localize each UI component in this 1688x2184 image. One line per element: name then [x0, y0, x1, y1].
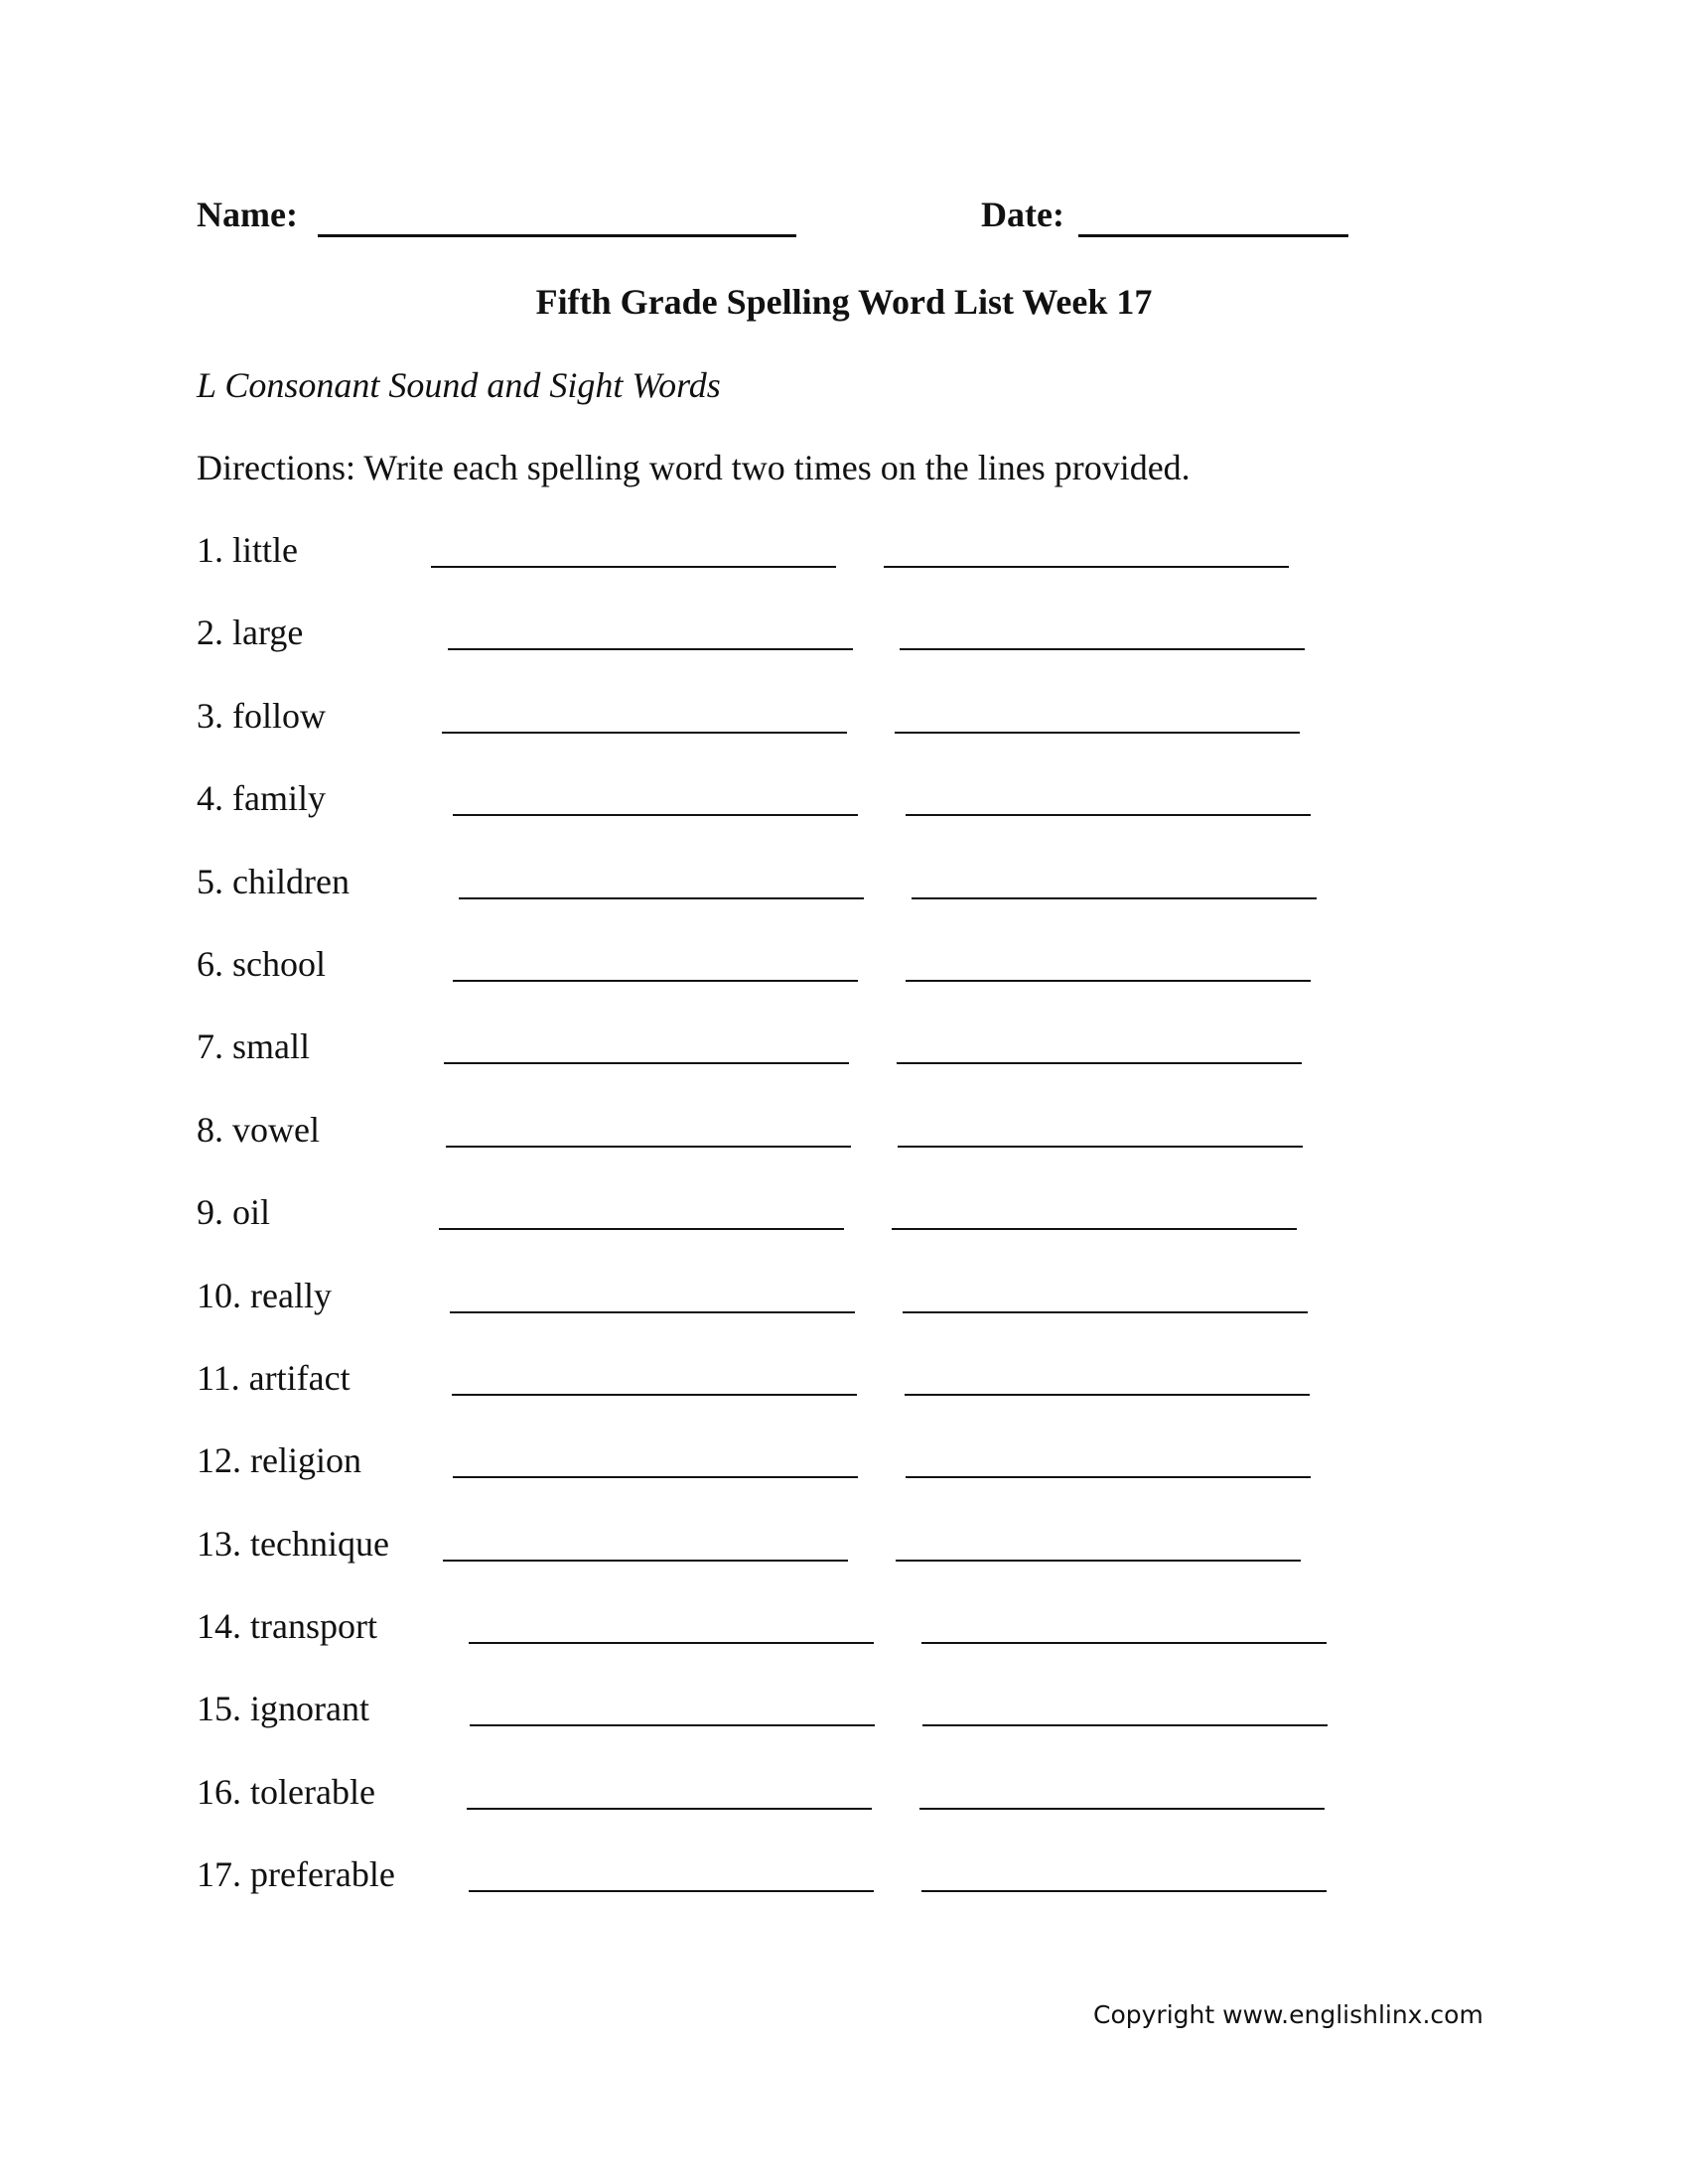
write-line-2[interactable] — [905, 1394, 1310, 1396]
date-label: Date: — [981, 195, 1064, 234]
word-row — [197, 1604, 1388, 1687]
write-line-2[interactable] — [919, 1808, 1325, 1810]
write-line-1[interactable] — [448, 648, 853, 650]
write-line-1[interactable] — [431, 566, 836, 568]
name-line[interactable] — [318, 234, 796, 237]
word-row — [197, 1108, 1388, 1190]
word-label: 3. follow — [197, 695, 326, 736]
write-line-2[interactable] — [884, 566, 1289, 568]
name-label: Name: — [197, 195, 298, 234]
write-line-1[interactable] — [446, 1146, 851, 1148]
word-row — [197, 1770, 1388, 1852]
word-row — [197, 1852, 1388, 1935]
write-line-2[interactable] — [912, 897, 1317, 899]
directions: Directions: Write each spelling word two times on the lines provided. — [197, 448, 1191, 487]
word-row — [197, 528, 1388, 611]
write-line-2[interactable] — [898, 1146, 1303, 1148]
write-line-2[interactable] — [903, 1311, 1308, 1313]
write-line-1[interactable] — [453, 980, 858, 982]
page-title: Fifth Grade Spelling Word List Week 17 — [535, 282, 1153, 322]
word-row — [197, 1024, 1388, 1107]
write-line-2[interactable] — [895, 732, 1300, 734]
word-row — [197, 1190, 1388, 1273]
write-line-2[interactable] — [921, 1890, 1327, 1892]
header-row — [197, 195, 1348, 244]
word-row — [197, 1687, 1388, 1769]
word-label: 7. small — [197, 1026, 310, 1067]
word-list — [197, 528, 1388, 1936]
write-line-2[interactable] — [906, 980, 1311, 982]
word-label: 10. really — [197, 1275, 332, 1315]
write-line-1[interactable] — [443, 1560, 848, 1562]
write-line-2[interactable] — [922, 1724, 1328, 1726]
word-row — [197, 860, 1388, 942]
word-label: 12. religion — [197, 1440, 361, 1481]
write-line-1[interactable] — [470, 1724, 875, 1726]
word-row — [197, 611, 1388, 693]
write-line-1[interactable] — [444, 1062, 849, 1064]
word-label: 16. tolerable — [197, 1771, 375, 1812]
word-label: 2. large — [197, 613, 304, 653]
word-row — [197, 694, 1388, 776]
write-line-2[interactable] — [896, 1560, 1301, 1562]
write-line-1[interactable] — [453, 1476, 858, 1478]
word-label: 13. technique — [197, 1523, 389, 1564]
write-line-2[interactable] — [906, 814, 1311, 816]
write-line-1[interactable] — [439, 1228, 844, 1230]
word-label: 11. artifact — [197, 1357, 351, 1398]
word-row — [197, 776, 1388, 859]
word-label: 9. oil — [197, 1192, 271, 1233]
write-line-2[interactable] — [900, 648, 1305, 650]
word-label: 14. transport — [197, 1606, 377, 1647]
write-line-1[interactable] — [469, 1890, 874, 1892]
write-line-1[interactable] — [452, 1394, 857, 1396]
write-line-1[interactable] — [442, 732, 847, 734]
write-line-2[interactable] — [897, 1062, 1302, 1064]
word-label: 6. school — [197, 943, 326, 984]
word-label: 1. little — [197, 530, 298, 570]
write-line-1[interactable] — [459, 897, 864, 899]
word-label: 17. preferable — [197, 1854, 395, 1895]
word-row — [197, 1356, 1388, 1438]
subtitle: L Consonant Sound and Sight Words — [197, 365, 721, 405]
write-line-1[interactable] — [450, 1311, 855, 1313]
date-line[interactable] — [1078, 234, 1348, 237]
copyright-notice: Copyright www.englishlinx.com — [1093, 2000, 1483, 2029]
word-row — [197, 1438, 1388, 1521]
word-label: 15. ignorant — [197, 1689, 369, 1729]
word-row — [197, 1522, 1388, 1604]
word-label: 5. children — [197, 861, 350, 901]
write-line-1[interactable] — [467, 1808, 872, 1810]
word-row — [197, 942, 1388, 1024]
word-label: 8. vowel — [197, 1109, 320, 1150]
word-row — [197, 1274, 1388, 1356]
write-line-1[interactable] — [453, 814, 858, 816]
write-line-2[interactable] — [921, 1642, 1327, 1644]
write-line-1[interactable] — [469, 1642, 874, 1644]
write-line-2[interactable] — [906, 1476, 1311, 1478]
word-label: 4. family — [197, 778, 326, 819]
write-line-2[interactable] — [892, 1228, 1297, 1230]
